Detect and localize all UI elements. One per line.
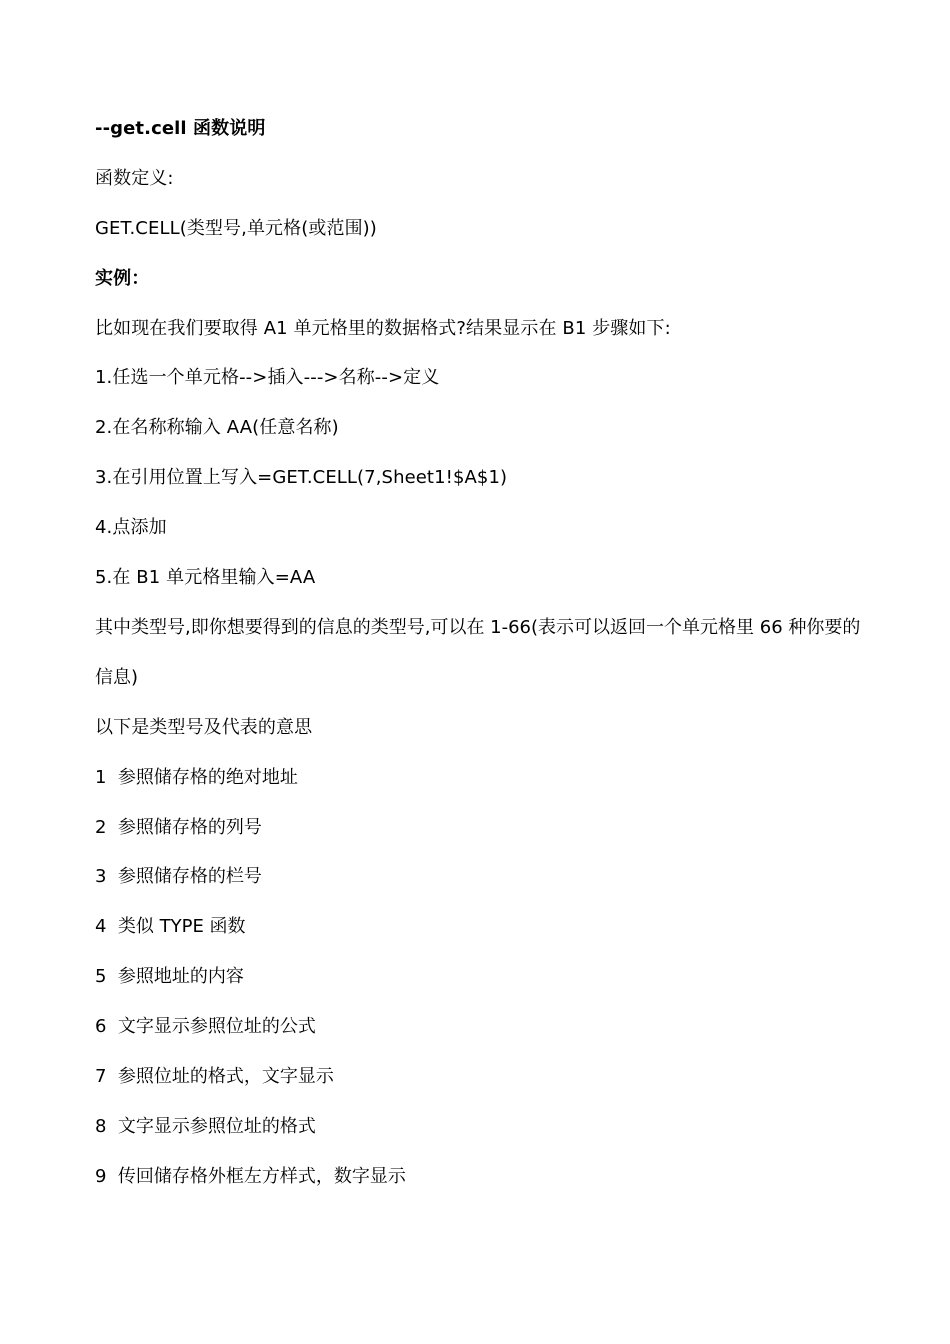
step-item: 3.在引用位置上写入=GET.CELL(7,Sheet1!$A$1) — [95, 467, 508, 489]
definition-syntax: GET.CELL(类型号,单元格(或范围)) — [95, 217, 377, 239]
step-item: 4.点添加 — [95, 517, 167, 539]
type-list-item: 2 参照储存格的列号 — [95, 816, 262, 838]
example-heading: 实例： — [95, 267, 150, 289]
type-list-item: 9 传回储存格外框左方样式，数字显示 — [95, 1165, 406, 1187]
type-list-item: 4 类似 TYPE 函数 — [95, 916, 246, 938]
type-list-intro: 以下是类型号及代表的意思 — [95, 716, 313, 738]
step-item: 2.在名称称输入 AA(任意名称) — [95, 417, 339, 439]
type-list-item: 5 参照地址的内容 — [95, 966, 244, 988]
type-list-item: 1 参照储存格的绝对地址 — [95, 766, 298, 788]
type-list-item: 6 文字显示参照位址的公式 — [95, 1016, 316, 1038]
definition-label: 函数定义: — [95, 167, 174, 189]
type-list-item: 8 文字显示参照位址的格式 — [95, 1115, 316, 1137]
document-body — [95, 104, 875, 1202]
type-list-item: 7 参照位址的格式，文字显示 — [95, 1065, 334, 1087]
step-item: 5.在 B1 单元格里输入=AA — [95, 567, 316, 589]
example-intro: 比如现在我们要取得 A1 单元格里的数据格式?结果显示在 B1 步骤如下: — [95, 317, 671, 339]
document-title: --get.cell 函数说明 — [95, 118, 266, 139]
type-number-note: 其中类型号,即你想要得到的信息的类型号,可以在 1-66(表示可以返回一个单元格里 66 种你要的信息) — [95, 616, 861, 688]
step-item: 1.任选一个单元格-->插入--->名称-->定义 — [95, 367, 440, 389]
steps-list — [95, 353, 875, 602]
type-number-list — [95, 753, 875, 1202]
type-list-item: 3 参照储存格的栏号 — [95, 866, 262, 888]
